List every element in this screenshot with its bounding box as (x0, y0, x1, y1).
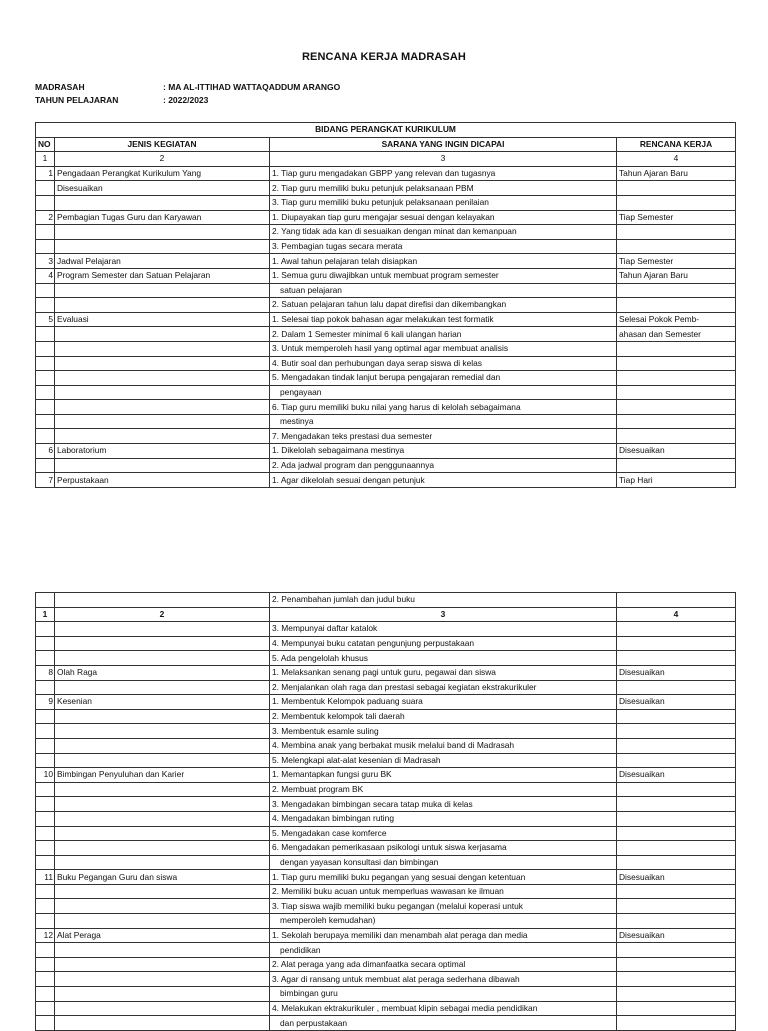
cell-jenis-kegiatan: Olah Raga (55, 665, 270, 680)
table-row (36, 239, 736, 254)
cell-no (36, 341, 55, 356)
table-row (36, 429, 736, 444)
cell-jenis-kegiatan: Program Semester dan Satuan Pelajaran (55, 268, 270, 283)
cell-no (36, 593, 55, 608)
cell-sarana: 1. Tiap guru memiliki buku pegangan yang sesuai dengan ketentuan (270, 870, 617, 885)
cell-no: 6 (36, 444, 55, 459)
cell-rencana-kerja (617, 943, 736, 958)
table-row (36, 797, 736, 812)
cell-rencana-kerja (617, 738, 736, 753)
cell-jenis-kegiatan (55, 429, 270, 444)
table-row (36, 254, 736, 269)
cell-jenis-kegiatan: Bimbingan Penyuluhan dan Karier (55, 768, 270, 783)
cell-rencana-kerja (617, 797, 736, 812)
table-row (36, 473, 736, 488)
cell-rencana-kerja (617, 356, 736, 371)
cell-jenis-kegiatan (55, 622, 270, 637)
cell-rencana-kerja (617, 782, 736, 797)
table-row (36, 914, 736, 929)
cell-sarana: 2. Menjalankan olah raga dan prestasi sebagai kegiatan ekstrakurikuler (270, 680, 617, 695)
cell-jenis-kegiatan (55, 239, 270, 254)
cell-jenis-kegiatan (55, 738, 270, 753)
work-plan-table-page-1 (35, 122, 736, 488)
cell-jenis-kegiatan (55, 826, 270, 841)
cell-rencana-kerja (617, 414, 736, 429)
table-row (36, 724, 736, 739)
cell-no (36, 195, 55, 210)
cell-sarana: dan perpustakaan (270, 1016, 617, 1031)
cell-jenis-kegiatan: Kesenian (55, 695, 270, 710)
cell-no: 7 (36, 473, 55, 488)
table-row (36, 327, 736, 342)
cell-jenis-kegiatan: Alat Peraga (55, 928, 270, 943)
cell-rencana-kerja (617, 724, 736, 739)
table-row (36, 651, 736, 666)
cell-no (36, 181, 55, 196)
cell-sarana: 1. Semua guru diwajibkan untuk membuat program semester (270, 268, 617, 283)
column-number: 4 (617, 152, 736, 167)
cell-jenis-kegiatan (55, 841, 270, 856)
table-row (36, 444, 736, 459)
cell-rencana-kerja (617, 622, 736, 637)
cell-no (36, 1001, 55, 1016)
cell-jenis-kegiatan (55, 724, 270, 739)
cell-jenis-kegiatan: Jadwal Pelajaran (55, 254, 270, 269)
cell-jenis-kegiatan: Disesuaikan (55, 181, 270, 196)
table-row (36, 414, 736, 429)
cell-rencana-kerja: Tiap Semester (617, 254, 736, 269)
cell-jenis-kegiatan (55, 636, 270, 651)
section-title-row (36, 123, 736, 138)
header-sarana: SARANA YANG INGIN DICAPAI (270, 137, 617, 152)
cell-no (36, 709, 55, 724)
cell-rencana-kerja: Disesuaikan (617, 768, 736, 783)
table-row (36, 738, 736, 753)
table-row (36, 899, 736, 914)
cell-jenis-kegiatan (55, 283, 270, 298)
cell-no: 11 (36, 870, 55, 885)
cell-jenis-kegiatan: Pengadaan Perangkat Kurikulum Yang (55, 166, 270, 181)
table-row (36, 636, 736, 651)
table-row (36, 695, 736, 710)
cell-sarana: 1. Sekolah berupaya memiliki dan menambah alat peraga dan media (270, 928, 617, 943)
cell-no (36, 943, 55, 958)
table-row (36, 593, 736, 608)
cell-sarana: 2. Penambahan jumlah dan judul buku (270, 593, 617, 608)
cell-sarana: 1. Selesai tiap pokok bahasan agar melakukan test formatik (270, 312, 617, 327)
cell-jenis-kegiatan (55, 371, 270, 386)
table-row (36, 782, 736, 797)
column-number: 2 (55, 607, 270, 622)
table-row (36, 283, 736, 298)
cell-sarana: mestinya (270, 414, 617, 429)
cell-no (36, 987, 55, 1002)
cell-rencana-kerja (617, 811, 736, 826)
cell-no (36, 884, 55, 899)
cell-rencana-kerja (617, 283, 736, 298)
cell-rencana-kerja (617, 709, 736, 724)
column-number: 2 (55, 152, 270, 167)
cell-sarana: 1. Awal tahun pelajaran telah disiapkan (270, 254, 617, 269)
cell-jenis-kegiatan (55, 1001, 270, 1016)
cell-sarana: pengayaan (270, 385, 617, 400)
cell-jenis-kegiatan (55, 195, 270, 210)
cell-no: 1 (36, 166, 55, 181)
table-row (36, 225, 736, 240)
cell-jenis-kegiatan: Buku Pegangan Guru dan siswa (55, 870, 270, 885)
cell-rencana-kerja: Tahun Ajaran Baru (617, 166, 736, 181)
cell-rencana-kerja (617, 987, 736, 1002)
cell-no (36, 811, 55, 826)
cell-jenis-kegiatan (55, 356, 270, 371)
cell-jenis-kegiatan (55, 797, 270, 812)
cell-rencana-kerja (617, 855, 736, 870)
table-row (36, 987, 736, 1002)
cell-no (36, 622, 55, 637)
cell-no (36, 972, 55, 987)
cell-sarana: 5. Mengadakan tindak lanjut berupa pengajaran remedial dan (270, 371, 617, 386)
cell-sarana: 4. Mengadakan bimbingan ruting (270, 811, 617, 826)
cell-jenis-kegiatan (55, 943, 270, 958)
cell-no: 4 (36, 268, 55, 283)
cell-rencana-kerja: Disesuaikan (617, 665, 736, 680)
cell-sarana: satuan pelajaran (270, 283, 617, 298)
header-no: NO (36, 137, 55, 152)
table-row (36, 753, 736, 768)
cell-sarana: 2. Memiliki buku acuan untuk memperluas wawasan ke ilmuan (270, 884, 617, 899)
column-header-row (36, 137, 736, 152)
cell-sarana: 5. Ada pengelolah khusus (270, 651, 617, 666)
cell-rencana-kerja (617, 341, 736, 356)
cell-sarana: 1. Agar dikelolah sesuai dengan petunjuk (270, 473, 617, 488)
cell-jenis-kegiatan (55, 680, 270, 695)
column-number: 1 (36, 152, 55, 167)
cell-rencana-kerja (617, 899, 736, 914)
table-row (36, 400, 736, 415)
table-row (36, 622, 736, 637)
table-row (36, 972, 736, 987)
cell-no: 8 (36, 665, 55, 680)
table-row (36, 709, 736, 724)
cell-sarana: 2. Membuat program BK (270, 782, 617, 797)
cell-rencana-kerja (617, 195, 736, 210)
cell-jenis-kegiatan (55, 782, 270, 797)
table-row (36, 298, 736, 313)
table-row (36, 768, 736, 783)
cell-jenis-kegiatan (55, 972, 270, 987)
section-title: BIDANG PERANGKAT KURIKULUM (36, 123, 736, 138)
cell-no (36, 738, 55, 753)
cell-rencana-kerja (617, 181, 736, 196)
header-jenis-kegiatan: JENIS KEGIATAN (55, 137, 270, 152)
cell-sarana: 7. Mengadakan teks prestasi dua semester (270, 429, 617, 444)
cell-rencana-kerja (617, 636, 736, 651)
cell-sarana: 4. Butir soal dan perhubungan daya serap siswa di kelas (270, 356, 617, 371)
cell-sarana: memperoleh kemudahan) (270, 914, 617, 929)
cell-rencana-kerja: Tiap Hari (617, 473, 736, 488)
cell-no: 2 (36, 210, 55, 225)
cell-no (36, 724, 55, 739)
cell-no (36, 371, 55, 386)
cell-no (36, 298, 55, 313)
cell-no (36, 899, 55, 914)
cell-no (36, 782, 55, 797)
cell-jenis-kegiatan (55, 957, 270, 972)
cell-jenis-kegiatan (55, 593, 270, 608)
cell-jenis-kegiatan (55, 385, 270, 400)
table-row (36, 312, 736, 327)
meta-key: TAHUN PELAJARAN (35, 95, 119, 105)
cell-no (36, 400, 55, 415)
table-row (36, 665, 736, 680)
cell-rencana-kerja: Selesai Pokok Pemb- (617, 312, 736, 327)
cell-no (36, 414, 55, 429)
cell-sarana: 3. Untuk memperoleh hasil yang optimal agar membuat analisis (270, 341, 617, 356)
cell-no (36, 636, 55, 651)
cell-rencana-kerja (617, 680, 736, 695)
cell-sarana: 2. Yang tidak ada kan di sesuaikan dengan minat dan kemanpuan (270, 225, 617, 240)
cell-sarana: 3. Pembagian tugas secara merata (270, 239, 617, 254)
cell-sarana: 6. Mengadakan pemerikasaan psikologi untuk siswa kerjasama (270, 841, 617, 856)
cell-sarana: 2. Satuan pelajaran tahun lalu dapat direfisi dan dikembangkan (270, 298, 617, 313)
cell-jenis-kegiatan (55, 298, 270, 313)
cell-jenis-kegiatan (55, 753, 270, 768)
column-number-row (36, 152, 736, 167)
cell-rencana-kerja: Disesuaikan (617, 928, 736, 943)
cell-no (36, 385, 55, 400)
table-row (36, 884, 736, 899)
cell-sarana: 2. Membentuk kelompok tali daerah (270, 709, 617, 724)
cell-rencana-kerja (617, 400, 736, 415)
cell-no (36, 914, 55, 929)
cell-no (36, 356, 55, 371)
header-rencana-kerja: RENCANA KERJA (617, 137, 736, 152)
cell-no: 10 (36, 768, 55, 783)
cell-no: 3 (36, 254, 55, 269)
table-row (36, 855, 736, 870)
cell-sarana: 4. Membina anak yang berbakat musik melalui band di Madrasah (270, 738, 617, 753)
table-row (36, 341, 736, 356)
cell-rencana-kerja (617, 429, 736, 444)
cell-sarana: 1. Memantapkan fungsi guru BK (270, 768, 617, 783)
document-title: RENCANA KERJA MADRASAH (302, 51, 466, 63)
cell-rencana-kerja: Disesuaikan (617, 695, 736, 710)
table-row (36, 870, 736, 885)
cell-no: 12 (36, 928, 55, 943)
cell-jenis-kegiatan (55, 400, 270, 415)
cell-sarana: 3. Membentuk esamle suling (270, 724, 617, 739)
cell-no (36, 225, 55, 240)
cell-rencana-kerja: Tiap Semester (617, 210, 736, 225)
table-row (36, 811, 736, 826)
table-row (36, 195, 736, 210)
cell-rencana-kerja (617, 593, 736, 608)
cell-no (36, 327, 55, 342)
cell-rencana-kerja (617, 385, 736, 400)
table-row (36, 371, 736, 386)
cell-no (36, 283, 55, 298)
table-row (36, 943, 736, 958)
meta-value: : 2022/2023 (163, 95, 209, 105)
column-number: 3 (270, 607, 617, 622)
cell-sarana: 3. Tiap siswa wajib memiliki buku pegangan (melalui koperasi untuk (270, 899, 617, 914)
cell-jenis-kegiatan (55, 855, 270, 870)
cell-no (36, 841, 55, 856)
cell-no: 5 (36, 312, 55, 327)
cell-rencana-kerja (617, 1001, 736, 1016)
cell-rencana-kerja (617, 651, 736, 666)
table-row (36, 1016, 736, 1031)
cell-no (36, 957, 55, 972)
cell-no (36, 651, 55, 666)
cell-sarana: pendidikan (270, 943, 617, 958)
table-row (36, 928, 736, 943)
table-row (36, 826, 736, 841)
cell-jenis-kegiatan: Evaluasi (55, 312, 270, 327)
cell-rencana-kerja (617, 298, 736, 313)
table-row (36, 166, 736, 181)
cell-sarana: 1. Diupayakan tiap guru mengajar sesuai dengan kelayakan (270, 210, 617, 225)
cell-sarana: 4. Melakukan ektrakurikuler , membuat klipin sebagai media pendidikan (270, 1001, 617, 1016)
cell-sarana: 5. Mengadakan case komferce (270, 826, 617, 841)
cell-no (36, 797, 55, 812)
cell-rencana-kerja: ahasan dan Semester (617, 327, 736, 342)
cell-rencana-kerja (617, 1016, 736, 1031)
cell-rencana-kerja (617, 225, 736, 240)
cell-no (36, 855, 55, 870)
cell-jenis-kegiatan (55, 414, 270, 429)
cell-sarana: 6. Tiap guru memiliki buku nilai yang harus di kelolah sebagaimana (270, 400, 617, 415)
cell-rencana-kerja (617, 239, 736, 254)
meta-key: MADRASAH (35, 82, 85, 92)
table-row (36, 356, 736, 371)
cell-sarana: 2. Tiap guru memiliki buku petunjuk pelaksanaan PBM (270, 181, 617, 196)
cell-sarana: 1. Dikelolah sebagaimana mestinya (270, 444, 617, 459)
meta-value: : MA AL-ITTIHAD WATTAQADDUM ARANGO (163, 82, 341, 92)
cell-rencana-kerja (617, 371, 736, 386)
cell-jenis-kegiatan (55, 884, 270, 899)
column-number-row (36, 607, 736, 622)
cell-rencana-kerja: Tahun Ajaran Baru (617, 268, 736, 283)
cell-jenis-kegiatan (55, 914, 270, 929)
cell-sarana: bimbingan guru (270, 987, 617, 1002)
table-row (36, 1001, 736, 1016)
table-row (36, 957, 736, 972)
cell-rencana-kerja (617, 458, 736, 473)
cell-rencana-kerja (617, 841, 736, 856)
cell-jenis-kegiatan: Laboratorium (55, 444, 270, 459)
cell-jenis-kegiatan: Pembagian Tugas Guru dan Karyawan (55, 210, 270, 225)
table-row (36, 181, 736, 196)
cell-sarana: 5. Melengkapi alat-alat kesenian di Madrasah (270, 753, 617, 768)
cell-jenis-kegiatan (55, 811, 270, 826)
cell-sarana: 1. Melaksankan senang pagi untuk guru, pegawai dan siswa (270, 665, 617, 680)
cell-no (36, 1016, 55, 1031)
cell-sarana: 4. Mempunyai buku catatan pengunjung perpustakaan (270, 636, 617, 651)
cell-no (36, 826, 55, 841)
cell-no (36, 680, 55, 695)
cell-rencana-kerja (617, 914, 736, 929)
cell-sarana: 2. Alat peraga yang ada dimanfaatka secara optimal (270, 957, 617, 972)
cell-jenis-kegiatan (55, 709, 270, 724)
table-row (36, 680, 736, 695)
table-row (36, 841, 736, 856)
cell-no (36, 239, 55, 254)
cell-jenis-kegiatan: Perpustakaan (55, 473, 270, 488)
table-row (36, 268, 736, 283)
cell-no (36, 429, 55, 444)
cell-sarana: 1. Tiap guru mengadakan GBPP yang relevan dan tugasnya (270, 166, 617, 181)
cell-sarana: 1. Membentuk Kelompok paduang suara (270, 695, 617, 710)
cell-sarana: dengan yayasan konsultasi dan bimbingan (270, 855, 617, 870)
cell-jenis-kegiatan (55, 225, 270, 240)
cell-no (36, 458, 55, 473)
table-row (36, 385, 736, 400)
cell-rencana-kerja: Disesuaikan (617, 870, 736, 885)
cell-jenis-kegiatan (55, 1016, 270, 1031)
cell-jenis-kegiatan (55, 327, 270, 342)
column-number: 4 (617, 607, 736, 622)
cell-sarana: 2. Ada jadwal program dan penggunaannya (270, 458, 617, 473)
table-row (36, 210, 736, 225)
cell-sarana: 3. Mengadakan bimbingan secara tatap muka di kelas (270, 797, 617, 812)
cell-sarana: 3. Agar di ransang untuk membuat alat peraga sederhana dibawah (270, 972, 617, 987)
cell-jenis-kegiatan (55, 341, 270, 356)
cell-rencana-kerja (617, 826, 736, 841)
cell-jenis-kegiatan (55, 458, 270, 473)
cell-rencana-kerja (617, 884, 736, 899)
cell-sarana: 2. Dalam 1 Semester minimal 6 kali ulangan harian (270, 327, 617, 342)
cell-rencana-kerja (617, 753, 736, 768)
cell-no (36, 753, 55, 768)
cell-jenis-kegiatan (55, 987, 270, 1002)
cell-rencana-kerja (617, 972, 736, 987)
work-plan-table-page-2 (35, 592, 736, 1031)
cell-jenis-kegiatan (55, 651, 270, 666)
table-row (36, 458, 736, 473)
cell-no: 9 (36, 695, 55, 710)
cell-sarana: 3. Tiap guru memiliki buku petunjuk pelaksanaan penilaian (270, 195, 617, 210)
column-number: 1 (36, 607, 55, 622)
cell-jenis-kegiatan (55, 899, 270, 914)
cell-rencana-kerja (617, 957, 736, 972)
column-number: 3 (270, 152, 617, 167)
cell-sarana: 3. Mempunyai daftar katalok (270, 622, 617, 637)
cell-rencana-kerja: Disesuaikan (617, 444, 736, 459)
